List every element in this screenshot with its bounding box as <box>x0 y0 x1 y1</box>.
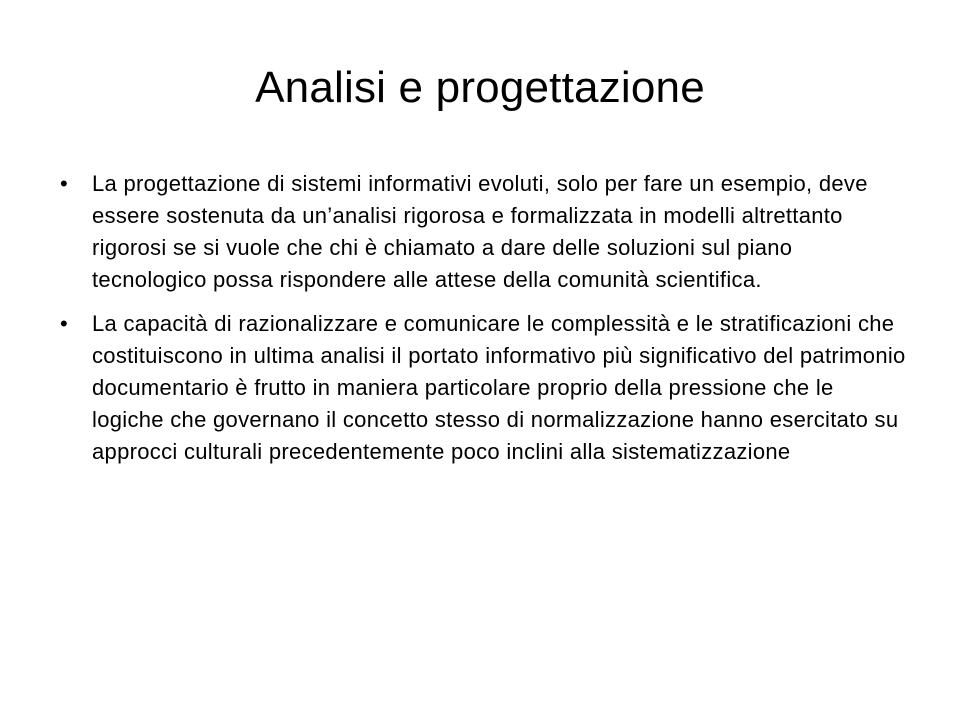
bullet-item <box>60 168 910 296</box>
bullet-text: La capacità di razionalizzare e comunicare le complessità e le stratificazioni che costituiscono in ultima analisi il portato informativo più significativo del patrimonio documentario è frutto in maniera particolare proprio della pressione che le logiche che governano il concetto stesso di normalizzazione hanno esercitato su approcci culturali precedentemente poco inclini alla sistematizzazione <box>92 311 906 464</box>
slide-title: Analisi e progettazione <box>255 63 705 112</box>
bullet-icon: • <box>60 171 69 196</box>
bullet-icon: • <box>60 311 69 336</box>
bullet-text: La progettazione di sistemi informativi evoluti, solo per fare un esempio, deve essere sostenuta da un’analisi rigorosa e formalizzata in modelli altrettanto rigorosi se si vuole che chi è chiamato a dare delle soluzioni sul piano tecnologico possa rispondere alle attese della comunità scientifica. <box>92 171 868 292</box>
bullet-list <box>60 168 910 480</box>
bullet-item <box>60 308 910 468</box>
